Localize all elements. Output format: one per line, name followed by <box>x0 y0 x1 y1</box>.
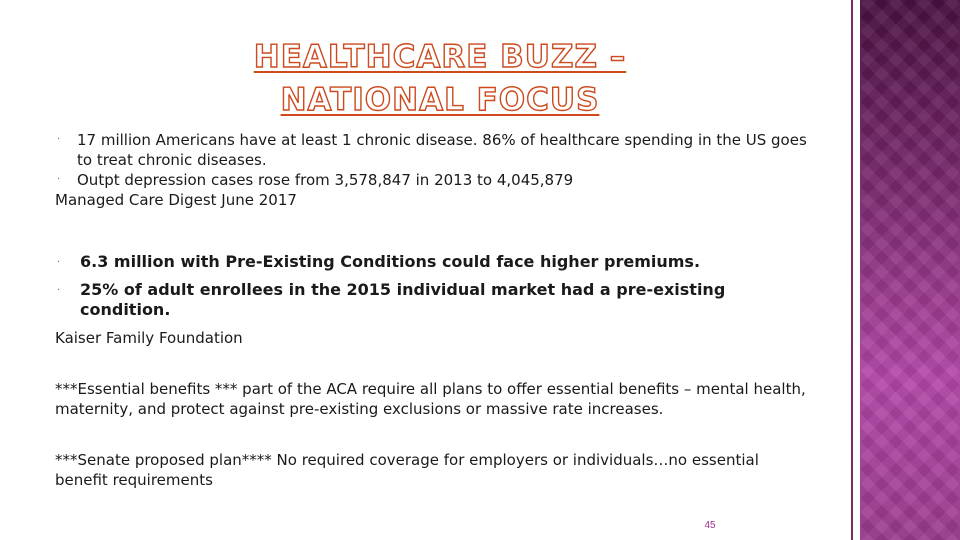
side-decorative-band <box>860 0 960 540</box>
section-2 <box>55 252 815 320</box>
page-number: 45 <box>704 520 716 531</box>
bullet-icon: · <box>57 174 61 185</box>
bullet-text: 6.3 million with Pre-Existing Conditions could face higher premiums. <box>80 252 701 271</box>
bullet-item <box>55 130 815 170</box>
side-band-edge <box>851 0 853 540</box>
slide-title: HEALTHCARE BUZZ – NATIONAL FOCUS <box>253 39 627 118</box>
source-citation: Kaiser Family Foundation <box>55 329 243 347</box>
section-1 <box>55 130 815 210</box>
source-citation: Managed Care Digest June 2017 <box>55 191 297 209</box>
bullet-icon: · <box>57 134 61 145</box>
essential-benefits-paragraph: ***Essential benefits *** part of the ACA require all plans to offer essential benefits – mental health, maternity, and protect against pre-existing exclusions or massive rate increases. <box>55 380 806 418</box>
bullet-text: 25% of adult enrollees in the 2015 individual market had a pre-existing condition. <box>80 280 726 319</box>
bullet-item <box>55 280 780 320</box>
bullet-icon: · <box>57 257 61 268</box>
bullet-item <box>55 170 815 190</box>
bullet-text: 17 million Americans have at least 1 chronic disease. 86% of healthcare spending in the US goes to treat chronic diseases. <box>77 131 807 169</box>
bullet-item <box>55 252 815 272</box>
senate-plan-paragraph: ***Senate proposed plan**** No required coverage for employers or individuals…no essential benefit requirements <box>55 451 759 489</box>
bullet-text: Outpt depression cases rose from 3,578,847 in 2013 to 4,045,879 <box>77 171 574 189</box>
bullet-icon: · <box>57 285 61 296</box>
